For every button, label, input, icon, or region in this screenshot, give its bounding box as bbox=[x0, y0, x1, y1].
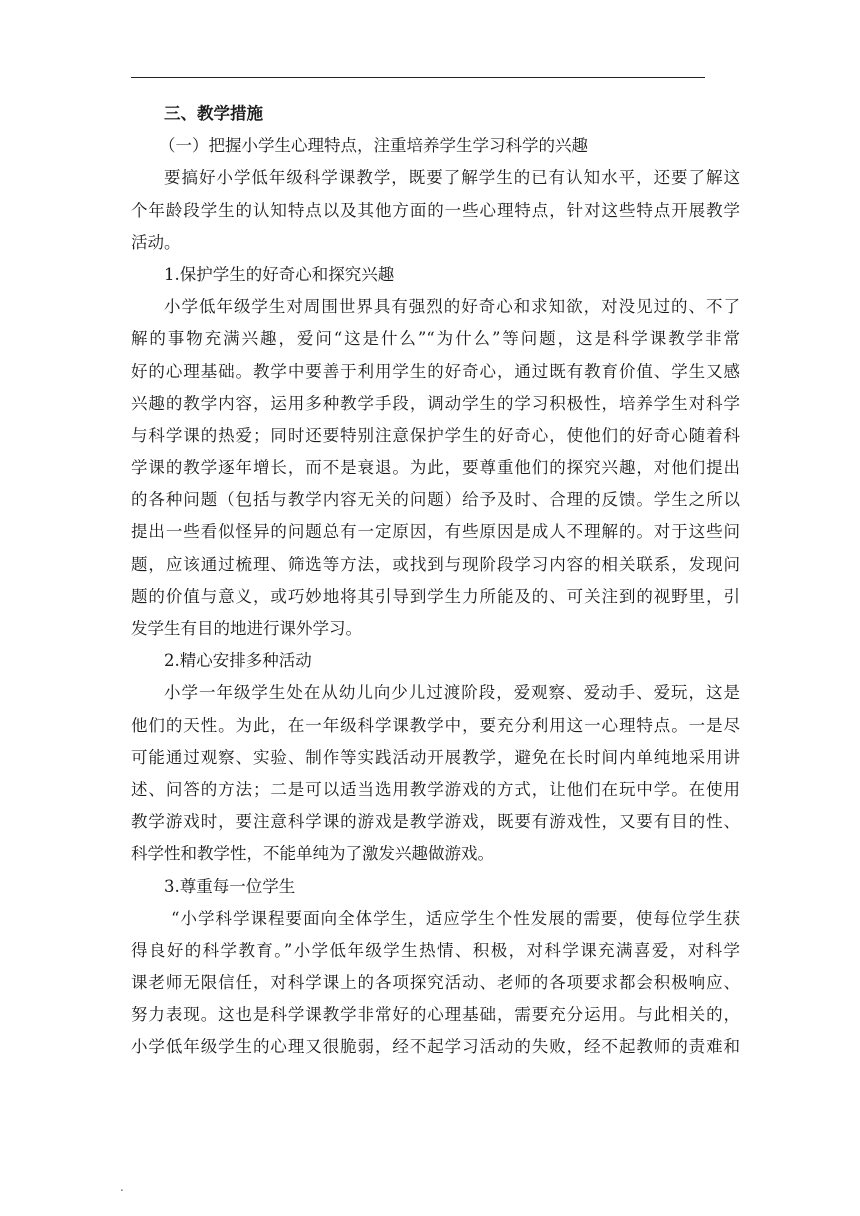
paragraph-line: 小学一年级学生处在从幼儿向少儿过渡阶段，爱观察、爱动手、爱玩，这是 bbox=[164, 683, 740, 703]
paragraph-line: 活动。 bbox=[131, 232, 181, 252]
paragraph-line: 教学游戏时，要注意科学课的游戏是教学游戏，既要有游戏性，又要有目的性、 bbox=[131, 812, 740, 832]
paragraph-line: 与科学课的热爱；同时还要特别注意保护学生的好奇心，使他们的好奇心随着科 bbox=[131, 425, 740, 445]
footer-mark: . bbox=[120, 1180, 124, 1194]
subsection-heading: （一）把握小学生心理特点，注重培养学生学习科学的兴趣 bbox=[159, 136, 588, 156]
paragraph-line: 的各种问题（包括与教学内容无关的问题）给予及时、合理的反馈。学生之所以 bbox=[131, 490, 740, 510]
paragraph-line: 提出一些看似怪异的问题总有一定原因，有些原因是成人不理解的。对于这些问 bbox=[131, 522, 740, 542]
paragraph-line: 题，应该通过梳理、筛选等方法，或找到与现阶段学习内容的相关联系，发现问 bbox=[131, 554, 740, 574]
paragraph-line: 课老师无限信任，对科学课上的各项探究活动、老师的各项要求都会积极响应、 bbox=[131, 973, 740, 993]
paragraph-line: 学课的教学逐年增长，而不是衰退。为此，要尊重他们的探究兴趣，对他们提出 bbox=[131, 458, 740, 478]
paragraph-line: 发学生有目的地进行课外学习。 bbox=[131, 619, 362, 638]
paragraph-line: 个年龄段学生的认知特点以及其他方面的一些心理特点，针对这些特点开展教学 bbox=[131, 200, 740, 220]
paragraph-line: 题的价值与意义，或巧妙地将其引导到学生力所能及的、可关注到的视野里，引 bbox=[131, 586, 740, 606]
paragraph-line: 可能通过观察、实验、制作等实践活动开展教学，避免在长时间内单纯地采用讲 bbox=[131, 747, 740, 767]
paragraph-line: 得良好的科学教育。”小学低年级学生热情、积极，对科学课充满喜爱，对科学 bbox=[131, 940, 740, 960]
paragraph-line: 努力表现。这也是科学课教学非常好的心理基础，需要充分运用。与此相关的， bbox=[131, 1005, 740, 1025]
paragraph-line: 好的心理基础。教学中要善于利用学生的好奇心，通过既有教育价值、学生又感 bbox=[131, 361, 740, 381]
item-heading: 2.精心安排多种活动 bbox=[164, 651, 312, 671]
section-heading: 三、教学措施 bbox=[164, 104, 263, 123]
paragraph-line: 要搞好小学低年级科学课教学，既要了解学生的已有认知水平，还要了解这 bbox=[164, 168, 740, 188]
item-heading: 1.保护学生的好奇心和探究兴趣 bbox=[164, 264, 395, 284]
document-body bbox=[131, 98, 740, 1064]
paragraph-line: 兴趣的教学内容，运用多种教学手段，调动学生的学习积极性，培养学生对科学 bbox=[131, 393, 740, 413]
paragraph-line: 科学性和教学性，不能单纯为了激发兴趣做游戏。 bbox=[131, 844, 494, 864]
paragraph-line: 解的事物充满兴趣，爱问“这是什么”“为什么”等问题，这是科学课教学非常 bbox=[131, 329, 740, 349]
header-rule bbox=[131, 77, 705, 78]
paragraph-line: 小学低年级学生对周围世界具有强烈的好奇心和求知欲，对没见过的、不了 bbox=[164, 297, 740, 317]
paragraph-line: “小学科学课程要面向全体学生，适应学生个性发展的需要，使每位学生获 bbox=[171, 908, 740, 928]
paragraph-line: 述、问答的方法；二是可以适当选用教学游戏的方式，让他们在玩中学。在使用 bbox=[131, 779, 740, 799]
paragraph-line: 小学低年级学生的心理又很脆弱，经不起学习活动的失败，经不起教师的责难和 bbox=[131, 1037, 740, 1057]
paragraph-line: 他们的天性。为此，在一年级科学课教学中，要充分利用这一心理特点。一是尽 bbox=[131, 715, 740, 735]
item-heading: 3.尊重每一位学生 bbox=[164, 876, 296, 896]
